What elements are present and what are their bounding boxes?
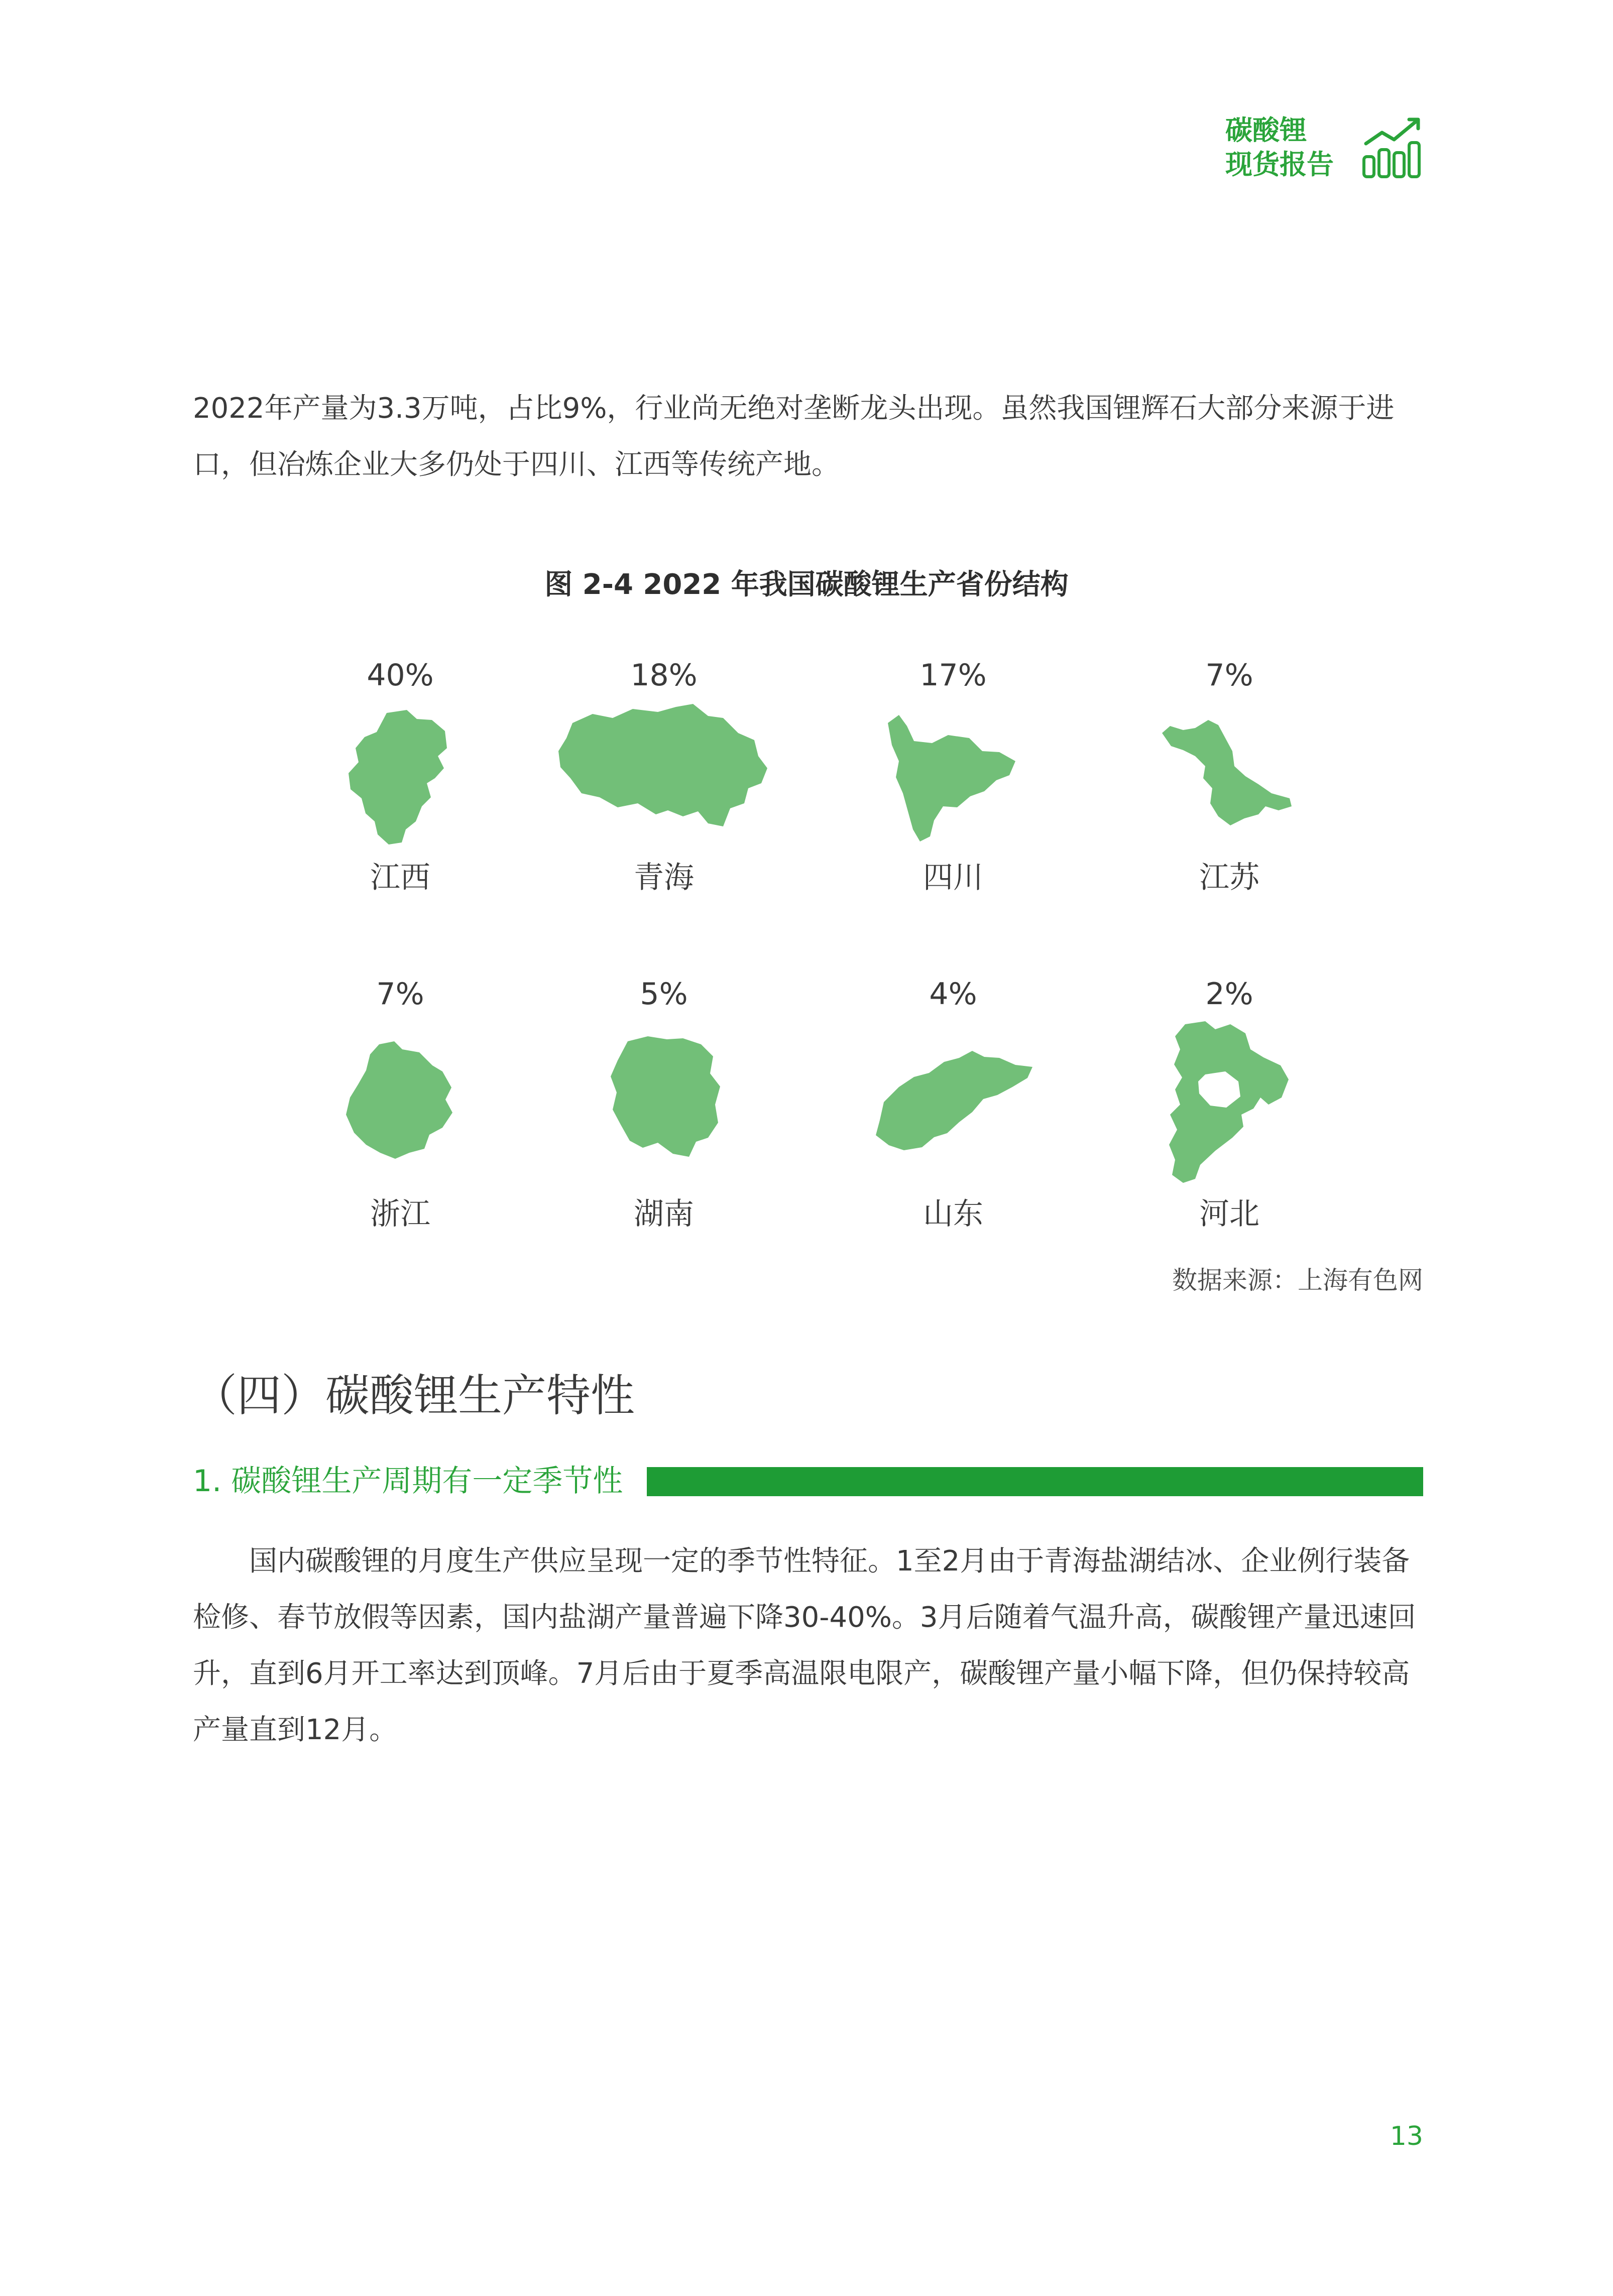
name-jiangxi: 江西 — [370, 860, 430, 895]
hebei-map — [1165, 1019, 1291, 1185]
brand-line2: 现货报告 — [1225, 149, 1334, 180]
hunan-map — [608, 1034, 723, 1160]
section-paragraph: 国内碳酸锂的月度生产供应呈现一定的季节性特征。1至2月由于青海盐湖结冰、企业例行装备检修、春节放假等因素，国内盐湖产量普遍下降30-40%。3月后随着气温升高，碳酸锂产量迅速回升，直到6月开工率达到顶峰。7月后由于夏季高温限电限产，碳酸锂产量小幅下降，但仍保持较高产量直到12月。 — [193, 1545, 1416, 1746]
name-jiangsu: 江苏 — [1199, 860, 1259, 895]
brand-line1: 碳酸锂 — [1225, 114, 1307, 146]
qinghai-map — [557, 703, 768, 833]
subsection-header — [193, 1461, 1423, 1501]
shandong-map — [874, 1047, 1034, 1152]
sichuan-map — [884, 713, 1019, 843]
jiangsu-map — [1160, 718, 1296, 833]
page-number: 13 — [1390, 2121, 1423, 2151]
subsection-title: 1. 碳酸锂生产周期有一定季节性 — [193, 1464, 623, 1499]
name-zhejiang: 浙江 — [370, 1196, 430, 1232]
share-sichuan: 17% — [919, 658, 987, 693]
brand-header — [1225, 113, 1426, 189]
share-shandong: 4% — [929, 977, 977, 1012]
share-jiangsu: 7% — [1205, 658, 1253, 693]
share-hunan: 5% — [640, 977, 688, 1012]
subsection-bar — [647, 1467, 1423, 1496]
name-hebei: 河北 — [1199, 1196, 1259, 1232]
figure-title: 图 2-4 2022 年我国碳酸锂生产省份结构 — [544, 568, 1069, 601]
data-source: 数据来源：上海有色网 — [1172, 1266, 1423, 1295]
share-jiangxi: 40% — [367, 658, 434, 693]
share-qinghai: 18% — [630, 658, 698, 693]
name-sichuan: 四川 — [923, 860, 983, 895]
name-hunan: 湖南 — [634, 1196, 694, 1232]
intro-paragraph: 2022年产量为3.3万吨，占比9%，行业尚无绝对垄断龙头出现。虽然我国锂辉石大部分来源于进口，但冶炼企业大多仍处于四川、江西等传统产地。 — [193, 392, 1395, 481]
section-title: （四）碳酸锂生产特性 — [193, 1370, 635, 1421]
name-qinghai: 青海 — [634, 860, 694, 895]
share-hebei: 2% — [1205, 977, 1253, 1012]
name-shandong: 山东 — [923, 1196, 983, 1232]
bar-growth-icon — [1361, 113, 1426, 179]
zhejiang-map — [344, 1039, 454, 1160]
jiangxi-map — [347, 708, 452, 849]
share-zhejiang: 7% — [376, 977, 424, 1012]
